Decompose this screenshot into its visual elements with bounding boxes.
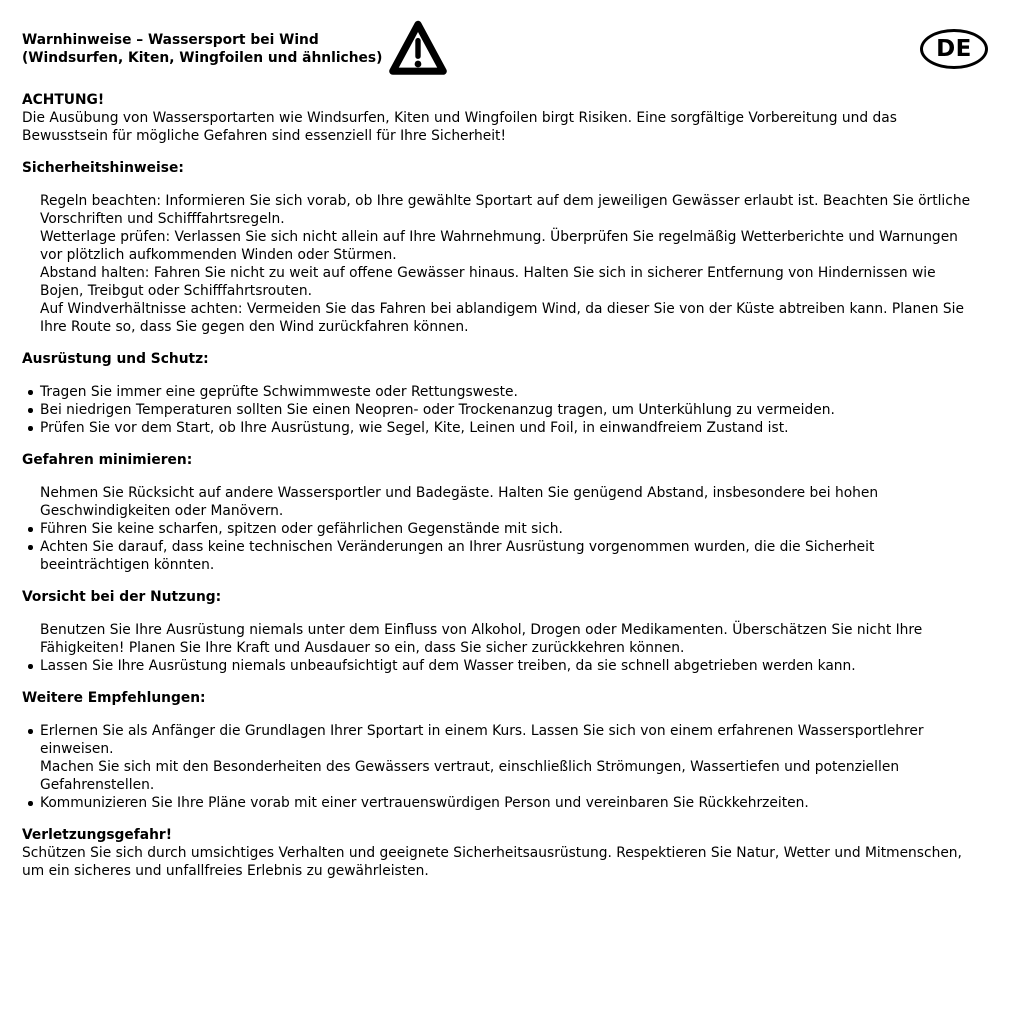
section-heading: Ausrüstung und Schutz: (22, 351, 209, 367)
list-item-text: Prüfen Sie vor dem Start, ob Ihre Ausrüstung, wie Segel, Kite, Leinen und Foil, in einwandfreiem Zustand ist. (40, 420, 789, 436)
section-list (22, 484, 974, 574)
list-item-text: Wetterlage prüfen: Verlassen Sie sich nicht allein auf Ihre Wahrnehmung. Überprüfen Sie regelmäßig Wetterberichte und Warnungen vor plötzlich aufkommenden Winden oder Stürmen. (40, 229, 958, 263)
list-item-text: Benutzen Sie Ihre Ausrüstung niemals unter dem Einfluss von Alkohol, Drogen oder Medikamenten. Überschätzen Sie nicht Ihre Fähigkeiten! Planen Sie Ihre Kraft und Ausdauer so ein, dass Sie sicher zurückkehren können. (40, 622, 923, 656)
section (22, 91, 992, 145)
list-item-text: Tragen Sie immer eine geprüfte Schwimmweste oder Rettungsweste. (40, 384, 518, 400)
section (22, 159, 992, 336)
language-badge-de (920, 29, 988, 69)
section-heading: Sicherheitshinweise: (22, 160, 184, 176)
list-item (22, 538, 974, 574)
list-item (22, 300, 974, 336)
warning-triangle-icon (388, 18, 448, 80)
list-item (22, 228, 974, 264)
list-item (22, 383, 974, 401)
list-item-text: Nehmen Sie Rücksicht auf andere Wassersportler und Badegäste. Halten Sie genügend Abstand, insbesondere bei hohen Geschwindigkeiten oder Manövern. (40, 485, 879, 519)
list-item (22, 484, 974, 520)
section (22, 588, 992, 675)
list-item (22, 794, 974, 812)
bullet-dot-icon (28, 390, 33, 395)
section (22, 350, 992, 437)
list-item-text: Führen Sie keine scharfen, spitzen oder gefährlichen Gegenstände mit sich. (40, 521, 563, 537)
list-item (22, 520, 974, 538)
section-paragraph: Die Ausübung von Wassersportarten wie Windsurfen, Kiten und Wingfoilen birgt Risiken. Eine sorgfältige Vorbereitung und das Bewusstsein für mögliche Gefahren sind essenziell für Ihre Sicherheit! (22, 110, 897, 144)
list-item (22, 621, 974, 657)
bullet-dot-icon (28, 426, 33, 431)
list-item-text: Bei niedrigen Temperaturen sollten Sie einen Neopren- oder Trockenanzug tragen, um Unterkühlung zu vermeiden. (40, 402, 835, 418)
section-list (22, 722, 974, 812)
list-item-text: Machen Sie sich mit den Besonderheiten des Gewässers vertraut, einschließlich Strömungen, Wassertiefen und potenziellen Gefahrenstellen. (40, 759, 900, 793)
list-item (22, 264, 974, 300)
section (22, 451, 992, 574)
bullet-dot-icon (28, 801, 33, 806)
list-item (22, 758, 974, 794)
page-title-line1: Warnhinweise – Wassersport bei Wind (22, 32, 319, 48)
list-item-text: Regeln beachten: Informieren Sie sich vorab, ob Ihre gewählte Sportart auf dem jeweiligen Gewässer erlaubt ist. Beachten Sie örtliche Vorschriften und Schifffahrtsregeln. (40, 193, 971, 227)
section-heading: Weitere Empfehlungen: (22, 690, 206, 706)
section-heading: ACHTUNG! (22, 92, 105, 108)
language-badge-label: DE (936, 36, 972, 62)
section-list (22, 621, 974, 675)
section-heading: Vorsicht bei der Nutzung: (22, 589, 222, 605)
bullet-dot-icon (28, 664, 33, 669)
list-item-text: Auf Windverhältnisse achten: Vermeiden Sie das Fahren bei ablandigem Wind, da dieser Sie von der Küste abtreiben kann. Planen Sie Ihre Route so, dass Sie gegen den Wind zurückfahren können. (40, 301, 964, 335)
list-item (22, 192, 974, 228)
list-item-text: Achten Sie darauf, dass keine technischen Veränderungen an Ihrer Ausrüstung vorgenommen wurden, die die Sicherheit beeinträchtigen könnten. (40, 539, 875, 573)
list-item (22, 401, 974, 419)
section (22, 826, 992, 880)
section-heading: Gefahren minimieren: (22, 452, 193, 468)
section-heading: Verletzungsgefahr! (22, 827, 172, 843)
list-item-text: Erlernen Sie als Anfänger die Grundlagen Ihrer Sportart in einem Kurs. Lassen Sie sich von einem erfahrenen Wassersportlehrer einweisen. (40, 723, 924, 757)
page-title-line2: (Windsurfen, Kiten, Wingfoilen und ähnliches) (22, 50, 383, 66)
list-item (22, 657, 974, 675)
list-item-text: Kommunizieren Sie Ihre Pläne vorab mit einer vertrauenswürdigen Person und vereinbaren Sie Rückkehrzeiten. (40, 795, 809, 811)
bullet-dot-icon (28, 545, 33, 550)
section-list (22, 383, 974, 437)
section-list (22, 192, 974, 336)
section-paragraph: Schützen Sie sich durch umsichtiges Verhalten und geeignete Sicherheitsausrüstung. Respektieren Sie Natur, Wetter und Mitmenschen, um ein sicheres und unfallfreies Erlebnis zu gewährleisten. (22, 845, 962, 879)
document-header (22, 18, 992, 80)
list-item (22, 722, 974, 758)
section (22, 689, 992, 812)
list-item-text: Lassen Sie Ihre Ausrüstung niemals unbeaufsichtigt auf dem Wasser treiben, da sie schnell abgetrieben werden kann. (40, 658, 856, 674)
list-item-text: Abstand halten: Fahren Sie nicht zu weit auf offene Gewässer hinaus. Halten Sie sich in sicherer Entfernung von Hindernissen wie Bojen, Treibgut oder Schifffahrtsrouten. (40, 265, 936, 299)
list-item (22, 419, 974, 437)
bullet-dot-icon (28, 408, 33, 413)
bullet-dot-icon (28, 527, 33, 532)
document-body (22, 91, 992, 880)
bullet-dot-icon (28, 729, 33, 734)
page-title (22, 31, 382, 67)
